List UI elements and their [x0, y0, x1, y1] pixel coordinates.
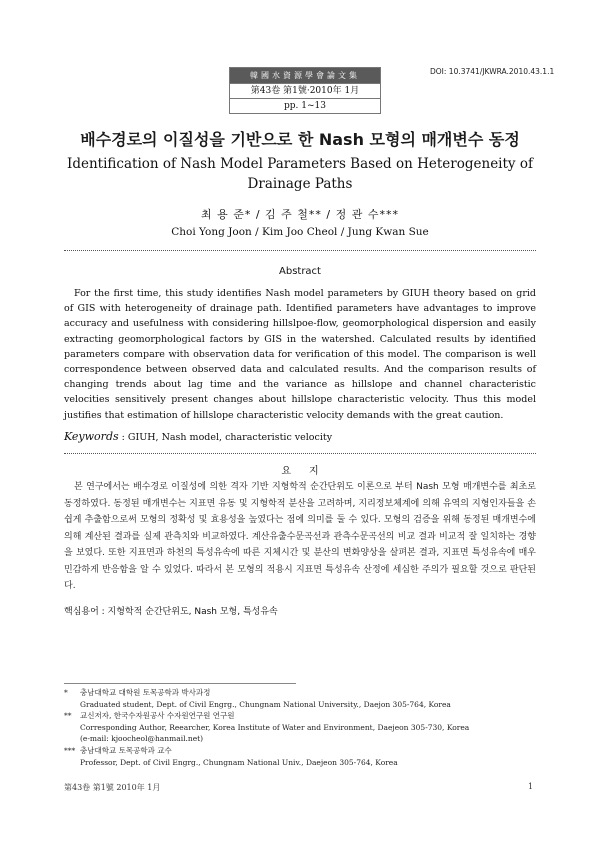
divider: [64, 250, 536, 251]
footnote-korean: 충남대학교 대학원 토목공학과 박사과정: [80, 688, 211, 697]
footnote-mark: **: [64, 711, 72, 721]
journal-name: 韓國水資源學會論文集: [230, 68, 380, 83]
korean-abstract-text: 본 연구에서는 배수경로 이질성에 의한 격자 기반 지형학적 순간단위도 이론으로 부터 Nash 모형 매개변수를 최초로 동정하였다. 동정된 매개변수는 지표면 유동 및 지형학적 분산을 고려하며, 지리정보체계에 의해 유역의 지형인자들을 손쉽게 추출함으로써 모형의 정확성 및 효용성을 높였다는 점에 의미를 둘 수 있다. 모형의 검증을 위해 동정된 매개변수에 의해 계산된 결과를 실제 관측치와 비교하였다. 계산유출수문곡선과 관측수문곡선의 비교 결과 비교적 잘 일치하는 경향을 보였다. 또한 지표면과 하천의 특성유속에 따른 지체시간 및 분산의 변화양상을 살펴본 결과, 지표면 특성유속에 매우 민감하게 반응함을 알 수 있었다. 따라서 본 모형의 적용시 지표면 특성유속 산정에 세심한 주의가 필요할 것으로 판단된다.: [64, 482, 536, 591]
footnote-english: Professor, Dept. of Civil Engrg., Chungnam National Univ., Daejeon 305-764, Korea: [80, 757, 398, 767]
authors-english: Choi Yong Joon / Kim Joo Cheol / Jung Kwan Sue: [171, 226, 429, 238]
korean-keywords: 핵심용어 : 지형학적 순간단위도, Nash 모형, 특성유속: [64, 607, 278, 617]
title-english: [60, 154, 540, 194]
journal-pages: pp. 1~13: [230, 98, 380, 113]
title-english-line2: Drainage Paths: [247, 176, 353, 192]
footnote-email: (e-mail: kjoocheol@hanmail.net): [80, 734, 204, 744]
authors-korean: 최 용 준* / 김 주 철** / 정 관 수***: [200, 208, 399, 221]
abstract-text: For the first time, this study identifies Nash model parameters by GIUH theory based on grid of GIS with heterogeneity of drainage path. Identified parameters have advantages to improve accuracy and usefulness with considering hillslpoe-flow, geomorphological dispersion and easily extracting geomorphological factors by GIS in the watershed. Calculated results by identified parameters compare with observation data for verification of this model. The comparison is well correspondence between observed data and calculated results. And the comparison results of changing trends about lag time and the variance as hillslope and channel characteristic velocities sensitively present changes about hillslope characteristic velocity. Thus this model justifies that estimation of hillslope characteristic velocity demands with the great caution.: [64, 288, 536, 421]
footnote-korean: 교신저자, 한국수자원공사 수자원연구원 연구원: [80, 711, 235, 721]
journal-header-box: [229, 67, 381, 114]
divider: [64, 453, 536, 454]
footnote-item: [64, 687, 544, 710]
footnote-item: [64, 745, 544, 768]
footnote-english: Graduated student, Dept. of Civil Engrg., Chungnam National University., Daejon 305-764, Korea: [80, 699, 451, 709]
footer-journal-issue: 第43卷 第1號 2010年 1月: [64, 783, 161, 792]
footnote-korean: 충남대학교 토목공학과 교수: [80, 745, 172, 755]
footnotes: [64, 687, 544, 768]
abstract-heading: Abstract: [279, 266, 321, 277]
footnote-mark: ***: [64, 745, 76, 755]
page-number: 1: [528, 782, 534, 791]
footnote-rule: [64, 683, 296, 684]
journal-volume: 第43卷 第1號·2010年 1月: [230, 83, 380, 98]
footnote-mark: *: [64, 688, 68, 697]
footnote-item: [64, 710, 544, 745]
footnote-english: Corresponding Author, Reearcher, Korea Institute of Water and Environment, Daejeon 305-730, Korea: [80, 722, 470, 732]
title-english-line1: Identification of Nash Model Parameters Based on Heterogeneity of: [67, 156, 533, 172]
keywords: [64, 430, 332, 443]
korean-abstract-heading: 요지: [281, 466, 337, 477]
title-korean: 배수경로의 이질성을 기반으로 한 Nash 모형의 매개변수 동정: [80, 130, 520, 149]
keywords-label: Keywords: [64, 430, 119, 443]
keywords-text: : GIUH, Nash model, characteristic velocity: [121, 432, 333, 443]
doi: DOI: 10.3741/JKWRA.2010.43.1.1: [430, 67, 555, 76]
